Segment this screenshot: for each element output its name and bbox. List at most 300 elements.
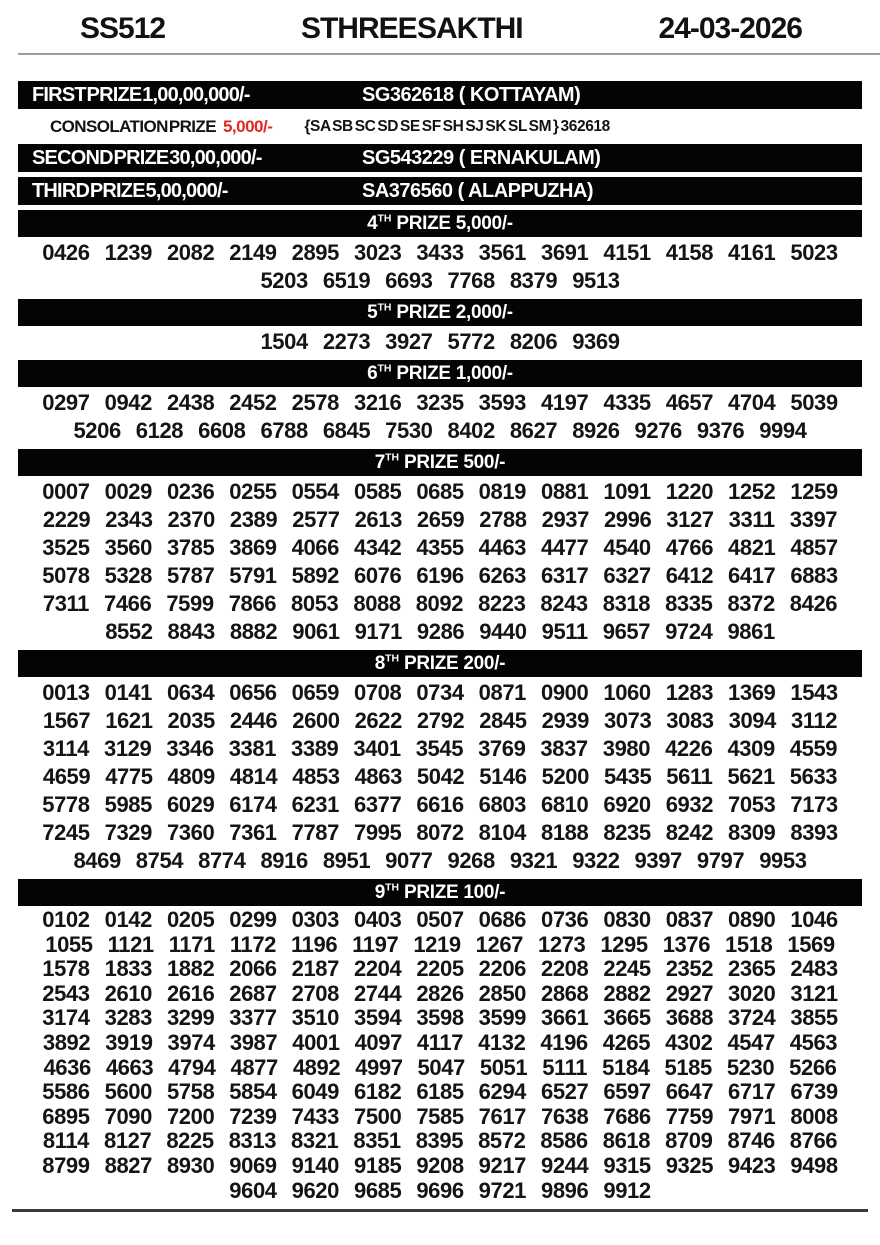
prize-number: 0403 <box>353 907 402 932</box>
prize-number: 5985 <box>104 792 152 817</box>
prize-number: 9208 <box>416 1152 464 1178</box>
section-title-bar <box>18 360 862 387</box>
prize-number: 9061 <box>292 619 340 644</box>
prize-number: 1259 <box>790 479 838 504</box>
prize-number: 6845 <box>322 418 371 443</box>
prize-number-row <box>30 679 850 707</box>
prize-number: 2229 <box>42 507 91 532</box>
prize-number: 8114 <box>42 1128 89 1154</box>
prize-number: 6616 <box>416 792 464 817</box>
prize-number: 8242 <box>665 820 714 845</box>
prize-number: 2205 <box>416 956 464 982</box>
prize-number: 4265 <box>602 1029 651 1055</box>
prize-number: 5078 <box>42 563 90 588</box>
prize-number: 6717 <box>728 1079 776 1105</box>
prize-number: 3769 <box>478 736 526 761</box>
prize-number: 5184 <box>602 1054 650 1080</box>
prize-number: 8395 <box>415 1128 464 1154</box>
prize-number: 2389 <box>229 507 278 532</box>
prize-number: 7768 <box>447 268 495 293</box>
draw-series-code: SS512 <box>80 12 166 45</box>
prize-number: 8104 <box>478 820 527 845</box>
prize-number: 8008 <box>790 1103 838 1129</box>
prize-number-row <box>30 763 850 791</box>
prize-number: 2937 <box>541 507 589 532</box>
prize-number: 4809 <box>167 764 215 789</box>
prize-number: 2927 <box>665 980 714 1006</box>
prize-number: 8206 <box>509 329 558 354</box>
prize-number: 6029 <box>166 792 215 817</box>
prize-number: 9440 <box>479 619 527 644</box>
prize-number: 5200 <box>541 764 589 789</box>
prize-number: 7686 <box>603 1103 651 1129</box>
prize-number: 3919 <box>105 1029 153 1055</box>
consolation-prize-row <box>50 114 862 139</box>
prize-number: 1283 <box>665 680 714 705</box>
prize-number: 9140 <box>291 1152 339 1178</box>
prize-number-row <box>30 1154 850 1179</box>
prize-number: 6076 <box>353 563 402 588</box>
prize-number: 0871 <box>478 680 527 705</box>
prize-number: 3594 <box>353 1005 402 1031</box>
prize-number: 3311 <box>728 507 775 532</box>
prize-number: 9217 <box>478 1152 527 1178</box>
prize-number-row <box>30 389 850 417</box>
prize-number: 1504 <box>260 329 308 354</box>
prize-number: 5051 <box>479 1054 528 1080</box>
prize-number: 9276 <box>634 418 682 443</box>
prize-number: 3593 <box>478 390 527 415</box>
prize-number: 4892 <box>292 1054 341 1080</box>
prize-number: 7971 <box>728 1103 776 1129</box>
prize-number: 9685 <box>353 1177 402 1203</box>
prize-number: 2622 <box>354 708 402 733</box>
prize-number: 2613 <box>354 507 402 532</box>
prize-number: 4547 <box>727 1029 775 1055</box>
prize-number: 6317 <box>541 563 589 588</box>
prize-number: 0554 <box>291 479 339 504</box>
prize-sections <box>18 210 862 1204</box>
prize-number: 3346 <box>166 736 214 761</box>
prize-number: 5111 <box>542 1054 588 1080</box>
prize-number: 3525 <box>42 535 90 560</box>
prize-number: 3023 <box>353 240 402 265</box>
prize-number: 9069 <box>229 1152 277 1178</box>
prize-number: 4463 <box>478 535 527 560</box>
prize-number: 3665 <box>603 1005 651 1031</box>
prize-number: 4877 <box>230 1054 278 1080</box>
prize-number: 4158 <box>665 240 714 265</box>
prize-number: 2792 <box>416 708 465 733</box>
prize-number: 4821 <box>728 535 776 560</box>
prize-number: 8313 <box>228 1128 277 1154</box>
prize-number: 5203 <box>260 268 308 293</box>
section-title-bar <box>18 210 862 237</box>
prize-number: 6128 <box>135 418 184 443</box>
prize-number: 0685 <box>416 479 464 504</box>
prize-number: 6377 <box>353 792 402 817</box>
prize-number: 8053 <box>291 591 339 616</box>
prize-number: 8393 <box>790 820 838 845</box>
prize-number: 2744 <box>353 980 402 1006</box>
prize-number: 4477 <box>541 535 589 560</box>
section-title-bar <box>18 299 862 326</box>
prize-number: 8426 <box>789 591 838 616</box>
prize-number: 4355 <box>416 535 464 560</box>
prize-number: 3561 <box>478 240 527 265</box>
prize-number: 4151 <box>603 240 651 265</box>
prize-number: 4863 <box>354 764 402 789</box>
prize-number: 3020 <box>728 980 776 1006</box>
prize-number-row <box>30 819 850 847</box>
prize-number: 1252 <box>728 479 776 504</box>
prize-section-4th <box>18 210 862 296</box>
prize-number: 3598 <box>416 1005 464 1031</box>
prize-number: 2066 <box>229 956 277 982</box>
section-title-bar <box>18 879 862 906</box>
prize-number: 5146 <box>479 764 527 789</box>
prize-number: 0890 <box>728 907 776 932</box>
prize-number: 9077 <box>385 848 433 873</box>
prize-number: 2577 <box>292 507 340 532</box>
prize-number: 0819 <box>478 479 527 504</box>
prize-number: 0686 <box>478 907 527 932</box>
prize-number: 2826 <box>416 980 464 1006</box>
prize-number: 8469 <box>73 848 121 873</box>
prize-number: 4197 <box>541 390 589 415</box>
prize-number: 0142 <box>104 907 152 932</box>
prize-number: 0255 <box>229 479 277 504</box>
prize-number: 9994 <box>759 418 807 443</box>
third-prize-label: THIRD PRIZE 5,00,000/- <box>32 179 228 202</box>
prize-number: 9511 <box>541 619 588 644</box>
prize-number: 5600 <box>104 1079 152 1105</box>
prize-number: 9797 <box>696 848 745 873</box>
prize-number: 4775 <box>105 764 153 789</box>
prize-number-row <box>30 735 850 763</box>
prize-number-row <box>30 1080 850 1105</box>
prize-number: 3560 <box>104 535 152 560</box>
prize-number: 0029 <box>104 479 152 504</box>
first-prize-label: FIRST PRIZE 1,00,00,000/- <box>32 83 250 106</box>
prize-number: 4226 <box>665 736 713 761</box>
prize-number: 1196 <box>291 931 338 957</box>
prize-number: 4342 <box>353 535 402 560</box>
prize-number: 6182 <box>353 1079 402 1105</box>
prize-number: 5854 <box>229 1079 277 1105</box>
prize-number: 1569 <box>787 931 835 957</box>
prize-number: 9620 <box>291 1177 339 1203</box>
prize-number: 6810 <box>541 792 589 817</box>
prize-number: 2035 <box>167 708 215 733</box>
prize-number: 0734 <box>416 680 464 705</box>
prize-number: 0297 <box>42 390 90 415</box>
prize-number: 1220 <box>665 479 714 504</box>
prize-number-row <box>30 1056 850 1081</box>
prize-number: 8335 <box>665 591 713 616</box>
prize-number: 8627 <box>509 418 558 443</box>
prize-number-row <box>30 957 850 982</box>
prize-number: 1369 <box>728 680 776 705</box>
prize-number: 5611 <box>666 764 713 789</box>
prize-number: 4309 <box>727 736 775 761</box>
prize-number: 0900 <box>541 680 589 705</box>
prize-number: 1833 <box>104 956 152 982</box>
prize-number: 4196 <box>540 1029 588 1055</box>
prize-number: 6263 <box>478 563 527 588</box>
prize-number: 3397 <box>789 507 838 532</box>
consolation-label: CONSOLATION PRIZE <box>50 116 216 136</box>
prize-number: 8372 <box>727 591 775 616</box>
prize-number-row <box>30 1105 850 1130</box>
prize-number: 3691 <box>541 240 589 265</box>
sheet-header <box>0 0 880 46</box>
prize-number-row <box>30 791 850 819</box>
prize-number: 5791 <box>229 563 277 588</box>
prize-number: 4161 <box>728 240 776 265</box>
prize-number: 5023 <box>790 240 838 265</box>
prize-number: 2446 <box>229 708 278 733</box>
prize-number: 9896 <box>541 1177 589 1203</box>
prize-number: 5435 <box>603 764 652 789</box>
prize-number-row <box>30 1129 850 1154</box>
prize-number: 3083 <box>666 708 714 733</box>
prize-number: 8402 <box>447 418 495 443</box>
prize-number-row <box>30 478 850 506</box>
prize-number: 9244 <box>541 1152 589 1178</box>
section-title: 4TH PRIZE 5,000/- <box>367 212 513 234</box>
prize-number: 8321 <box>291 1128 339 1154</box>
prize-number: 2788 <box>479 507 527 532</box>
top-prizes-block <box>18 81 862 205</box>
prize-number: 2483 <box>790 956 838 982</box>
prize-number: 4659 <box>42 764 91 789</box>
header-divider <box>18 53 880 55</box>
prize-number: 5633 <box>789 764 838 789</box>
prize-number: 6932 <box>665 792 714 817</box>
prize-number: 0708 <box>353 680 402 705</box>
prize-number: 5047 <box>417 1054 465 1080</box>
prize-number: 4663 <box>105 1054 154 1080</box>
prize-number: 9286 <box>416 619 465 644</box>
section-number-rows <box>18 906 862 1204</box>
prize-number: 5778 <box>42 792 90 817</box>
draw-date: 24-03-2026 <box>658 12 802 45</box>
prize-number: 7090 <box>104 1103 152 1129</box>
prize-number: 3785 <box>166 535 215 560</box>
prize-number: 2365 <box>728 956 776 982</box>
prize-section-5th <box>18 299 862 357</box>
prize-number: 0141 <box>104 680 152 705</box>
prize-number: 9268 <box>447 848 495 873</box>
section-title: 7TH PRIZE 500/- <box>374 451 506 473</box>
prize-number: 4066 <box>291 535 339 560</box>
prize-number: 0881 <box>541 479 589 504</box>
third-prize-bar <box>18 177 862 205</box>
prize-number: 1543 <box>790 680 838 705</box>
prize-number: 4563 <box>789 1029 838 1055</box>
prize-number: 7239 <box>229 1103 277 1129</box>
prize-number: 8092 <box>415 591 464 616</box>
prize-number: 6327 <box>603 563 651 588</box>
prize-number: 5758 <box>166 1079 215 1105</box>
prize-number: 8926 <box>572 418 620 443</box>
prize-number: 7599 <box>166 591 214 616</box>
prize-number: 2204 <box>353 956 402 982</box>
prize-number: 3599 <box>478 1005 527 1031</box>
prize-number: 3381 <box>228 736 277 761</box>
section-number-rows <box>18 326 862 357</box>
prize-number: 7787 <box>291 820 339 845</box>
prize-number: 0659 <box>291 680 339 705</box>
prize-number: 3299 <box>166 1005 215 1031</box>
prize-number: 3980 <box>602 736 651 761</box>
prize-number: 1376 <box>662 931 711 957</box>
prize-number: 6519 <box>322 268 371 293</box>
prize-number: 1172 <box>229 931 277 957</box>
prize-number: 7466 <box>104 591 152 616</box>
prize-number: 2543 <box>42 980 90 1006</box>
prize-number: 7200 <box>166 1103 215 1129</box>
prize-number: 7585 <box>416 1103 464 1129</box>
prize-number: 1518 <box>725 931 773 957</box>
prize-number: 5230 <box>726 1054 775 1080</box>
prize-number: 2939 <box>541 708 589 733</box>
prize-number: 6294 <box>478 1079 527 1105</box>
prize-number: 2845 <box>479 708 527 733</box>
prize-number: 6788 <box>260 418 308 443</box>
prize-number-row <box>30 908 850 933</box>
prize-number: 2868 <box>541 980 589 1006</box>
prize-number: 9322 <box>572 848 620 873</box>
prize-number: 8088 <box>353 591 401 616</box>
third-prize-ticket: SA376560 ( ALAPPUZHA) <box>362 179 594 202</box>
prize-number: 6803 <box>478 792 527 817</box>
prize-number: 7053 <box>728 792 776 817</box>
prize-number-row <box>30 933 850 958</box>
prize-section-8th <box>18 650 862 876</box>
prize-number-row <box>30 534 850 562</box>
prize-number: 9912 <box>603 1177 651 1203</box>
prize-number: 1197 <box>352 931 399 957</box>
section-number-rows <box>18 677 862 876</box>
prize-number: 2208 <box>541 956 589 982</box>
prize-number: 5266 <box>789 1054 837 1080</box>
prize-number: 6647 <box>665 1079 714 1105</box>
prize-number: 3545 <box>415 736 464 761</box>
prize-number: 6920 <box>603 792 651 817</box>
prize-number: 3724 <box>728 1005 776 1031</box>
prize-number: 8309 <box>728 820 776 845</box>
prize-number: 9171 <box>354 619 402 644</box>
prize-number: 0585 <box>353 479 402 504</box>
prize-number: 3987 <box>229 1029 278 1055</box>
prize-number: 3389 <box>291 736 339 761</box>
prize-number: 4097 <box>354 1029 402 1055</box>
prize-number: 0303 <box>291 907 339 932</box>
prize-number: 1091 <box>603 479 651 504</box>
prize-number: 8882 <box>229 619 278 644</box>
prize-number: 5772 <box>447 329 495 354</box>
prize-number: 7759 <box>665 1103 714 1129</box>
prize-number: 4302 <box>665 1029 713 1055</box>
prize-number: 4794 <box>168 1054 216 1080</box>
prize-number: 9498 <box>790 1152 838 1178</box>
prize-number: 3129 <box>104 736 152 761</box>
prize-number: 2882 <box>603 980 651 1006</box>
prize-number: 3121 <box>790 980 838 1006</box>
prize-number: 1121 <box>107 931 154 957</box>
prize-number: 9861 <box>727 619 775 644</box>
first-prize-ticket: SG362618 ( KOTTAYAM) <box>362 83 581 106</box>
prize-number: 9325 <box>665 1152 714 1178</box>
prize-number: 3433 <box>416 240 464 265</box>
prize-number: 4857 <box>790 535 838 560</box>
prize-number: 8223 <box>478 591 526 616</box>
prize-number-row <box>30 328 850 356</box>
prize-number: 2850 <box>478 980 527 1006</box>
prize-number-row <box>30 506 850 534</box>
section-title: 6TH PRIZE 1,000/- <box>367 362 513 384</box>
prize-number: 6417 <box>728 563 776 588</box>
prize-number: 0837 <box>665 907 714 932</box>
prize-number: 6608 <box>198 418 246 443</box>
prize-number: 8379 <box>509 268 558 293</box>
prize-number-row <box>30 1179 850 1204</box>
prize-number: 8843 <box>167 619 215 644</box>
prize-number-row <box>30 618 850 646</box>
prize-number: 7995 <box>353 820 402 845</box>
prize-number: 7361 <box>229 820 277 845</box>
prize-number: 9953 <box>759 848 807 873</box>
prize-number: 4657 <box>665 390 714 415</box>
prize-number: 8754 <box>135 848 184 873</box>
prize-number-row <box>30 267 850 295</box>
prize-number: 1567 <box>42 708 91 733</box>
prize-number: 8072 <box>416 820 464 845</box>
prize-number: 3114 <box>42 736 89 761</box>
prize-number: 7329 <box>104 820 152 845</box>
prize-number: 3216 <box>353 390 402 415</box>
prize-number: 5185 <box>664 1054 712 1080</box>
section-number-rows <box>18 237 862 296</box>
prize-number: 0299 <box>229 907 277 932</box>
prize-number: 9321 <box>509 848 558 873</box>
prize-number: 1239 <box>104 240 152 265</box>
prize-number: 3855 <box>790 1005 838 1031</box>
lottery-name: STHREE SAKTHI <box>300 12 523 45</box>
consolation-amount: 5,000/- <box>222 116 273 136</box>
prize-number: 3869 <box>229 535 277 560</box>
prize-number: 2343 <box>105 507 153 532</box>
prize-number: 4704 <box>728 390 776 415</box>
prize-number: 5328 <box>104 563 152 588</box>
prize-number: 7617 <box>478 1103 527 1129</box>
prize-number: 0205 <box>166 907 215 932</box>
prize-number: 8572 <box>478 1128 526 1154</box>
prize-number-row <box>30 562 850 590</box>
prize-number: 2187 <box>291 956 339 982</box>
prize-number: 2438 <box>166 390 215 415</box>
prize-number: 8552 <box>105 619 153 644</box>
prize-number: 1171 <box>168 931 215 957</box>
prize-number: 5039 <box>790 390 838 415</box>
prize-number: 6693 <box>385 268 433 293</box>
prize-section-6th <box>18 360 862 446</box>
prize-number: 0942 <box>104 390 152 415</box>
prize-section-9th <box>18 879 862 1204</box>
prize-number: 2245 <box>603 956 651 982</box>
